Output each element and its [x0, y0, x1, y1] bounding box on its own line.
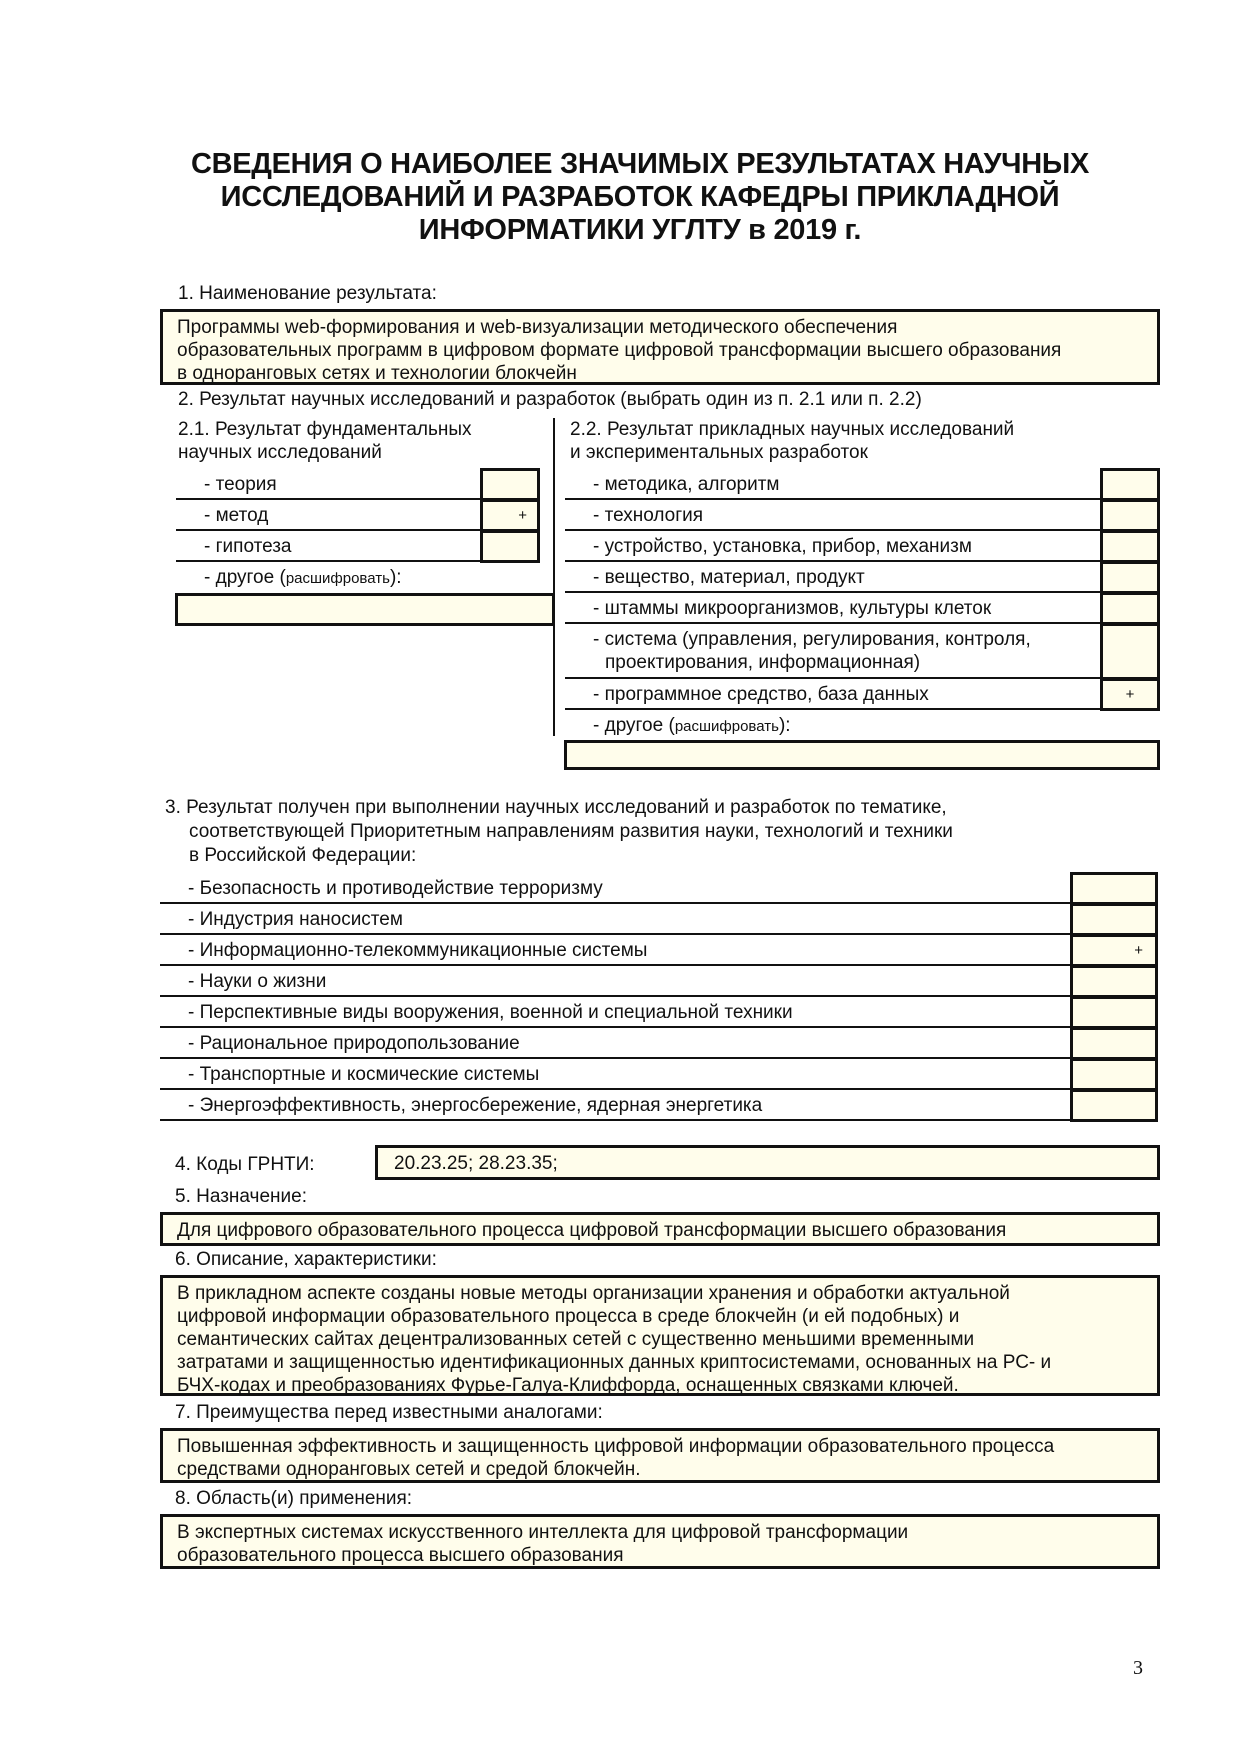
application-areas-line: В экспертных системах искусственного интеллекта для цифровой трансформации — [177, 1522, 909, 1543]
section3-label-line: в Российской Федерации: — [189, 845, 417, 866]
result-name-line: в одноранговых сетях и технологии блокчейн — [177, 363, 577, 384]
purpose-field[interactable]: Для цифрового образовательного процесса цифровой трансформации высшего образования — [160, 1212, 1160, 1246]
priority-checkbox-energy[interactable] — [1070, 1089, 1158, 1122]
priority-item-weapons — [160, 997, 1072, 1028]
applied-option-method-algorithm — [565, 469, 1102, 500]
priority-label: - Перспективные виды вооружения, военной и специальной техники — [188, 1002, 793, 1023]
fundamental-heading — [178, 418, 472, 464]
section7-label: 7. Преимущества перед известными аналогами: — [175, 1402, 603, 1423]
option-label-continued: проектирования, информационная) — [605, 652, 921, 673]
fundamental-option-method — [176, 500, 483, 531]
priority-label: - Энергоэффективность, энергосбережение, ядерная энергетика — [188, 1095, 763, 1116]
option-label: - программное средство, база данных — [593, 684, 929, 705]
document-title — [160, 148, 1120, 247]
priority-directions-list — [160, 873, 1072, 1121]
advantages-field[interactable] — [160, 1428, 1160, 1483]
description-line: семантических сайтах децентрализованных сетей с существенно меньшими временными — [177, 1329, 975, 1350]
option-label: - вещество, материал, продукт — [593, 567, 865, 588]
applied-checkbox-system[interactable] — [1100, 623, 1160, 680]
section5-label: 5. Назначение: — [175, 1186, 307, 1207]
applied-checkbox-method-algorithm[interactable] — [1100, 468, 1160, 501]
option-label: - технология — [593, 505, 704, 526]
fundamental-checkbox-method[interactable]: + — [480, 499, 540, 532]
priority-checkbox-ict[interactable]: + — [1070, 934, 1158, 967]
priority-label: - Транспортные и космические системы — [188, 1064, 540, 1085]
other-label-suffix: ): — [778, 715, 791, 736]
applied-other-label — [593, 715, 791, 738]
section6-label: 6. Описание, характеристики: — [175, 1249, 437, 1270]
result-name-line: Программы web-формирования и web-визуализации методического обеспечения — [177, 317, 898, 338]
applied-other-field[interactable] — [564, 740, 1160, 770]
page-number: 3 — [1133, 1657, 1143, 1679]
option-label: - теория — [204, 474, 277, 495]
option-label: - гипотеза — [204, 536, 292, 557]
applied-checkbox-technology[interactable] — [1100, 499, 1160, 532]
priority-checkbox-weapons[interactable] — [1070, 996, 1158, 1029]
applied-option-substance — [565, 562, 1102, 593]
grnti-codes-field[interactable]: 20.23.25; 28.23.35; — [375, 1145, 1160, 1180]
fundamental-heading-line: научных исследований — [178, 442, 382, 463]
priority-item-nature-management — [160, 1028, 1072, 1059]
priority-checkbox-transport-space[interactable] — [1070, 1058, 1158, 1091]
applied-option-technology — [565, 500, 1102, 531]
description-line: БЧХ-кодах и преобразованиях Фурье-Галуа-Клиффорда, оснащенных связками ключей. — [177, 1375, 959, 1396]
option-label: - устройство, установка, прибор, механизм — [593, 536, 972, 557]
title-line-3: ИНФОРМАТИКИ УГЛТУ в 2019 г. — [418, 214, 862, 246]
applied-heading — [570, 418, 1014, 464]
description-line: затратами и защищенностью идентификационных данных криптосистемами, основанных на РС- и — [177, 1352, 1052, 1373]
option-label: - методика, алгоритм — [593, 474, 780, 495]
title-line-1: СВЕДЕНИЯ О НАИБОЛЕЕ ЗНАЧИМЫХ РЕЗУЛЬТАТАХ НАУЧНЫХ — [190, 148, 1090, 180]
other-label-text: - другое ( — [593, 715, 675, 736]
section3-label-line: соответствующей Приоритетным направлениям развития науки, технологий и техники — [189, 821, 953, 842]
fundamental-option-theory — [176, 469, 483, 500]
applied-option-software — [565, 679, 1102, 710]
description-field[interactable] — [160, 1275, 1160, 1396]
priority-checkbox-column — [1070, 872, 1158, 1122]
result-name-field[interactable] — [160, 309, 1160, 385]
title-line-2: ИССЛЕДОВАНИЙ И РАЗРАБОТОК КАФЕДРЫ ПРИКЛАДНОЙ — [220, 181, 1060, 213]
other-label-hint: расшифровать — [674, 718, 779, 735]
applied-heading-line: 2.2. Результат прикладных научных исследований — [570, 419, 1015, 440]
fundamental-heading-line: 2.1. Результат фундаментальных — [178, 419, 472, 440]
fundamental-checkbox-hypothesis[interactable] — [480, 530, 540, 563]
application-areas-line: образовательного процесса высшего образования — [177, 1545, 624, 1566]
application-areas-field[interactable] — [160, 1514, 1160, 1569]
fundamental-option-hypothesis — [176, 531, 483, 562]
applied-option-device — [565, 531, 1102, 562]
priority-item-ict — [160, 935, 1072, 966]
priority-label: - Безопасность и противодействие терроризму — [188, 878, 603, 899]
priority-item-security — [160, 873, 1072, 904]
priority-checkbox-nanosystems[interactable] — [1070, 903, 1158, 936]
priority-checkbox-security[interactable] — [1070, 872, 1158, 905]
applied-heading-line: и экспериментальных разработок — [570, 442, 868, 463]
fundamental-other-field[interactable] — [175, 593, 555, 626]
description-line: цифровой информации образовательного процесса в среде блокчейн (и ей подобных) и — [177, 1306, 960, 1327]
option-label: - метод — [204, 505, 269, 526]
priority-label: - Информационно-телекоммуникационные системы — [188, 940, 648, 961]
applied-checkbox-device[interactable] — [1100, 530, 1160, 563]
section2-label: 2. Результат научных исследований и разработок (выбрать один из п. 2.1 или п. 2.2) — [178, 389, 922, 410]
section3-label — [165, 796, 953, 868]
priority-item-transport-space — [160, 1059, 1072, 1090]
priority-label: - Рациональное природопользование — [188, 1033, 520, 1054]
fundamental-other-label — [204, 567, 402, 590]
fundamental-checkbox-theory[interactable] — [480, 468, 540, 501]
section1-label: 1. Наименование результата: — [178, 283, 437, 304]
section8-label: 8. Область(и) применения: — [175, 1488, 413, 1509]
priority-item-energy — [160, 1090, 1072, 1121]
applied-checkbox-substance[interactable] — [1100, 561, 1160, 594]
applied-checkbox-strains[interactable] — [1100, 592, 1160, 625]
advantages-line: Повышенная эффективность и защищенность цифровой информации образовательного процесса — [177, 1436, 1055, 1457]
priority-checkbox-life-sciences[interactable] — [1070, 965, 1158, 998]
advantages-line: средствами одноранговых сетей и средой блокчейн. — [177, 1459, 641, 1480]
section3-label-line: 3. Результат получен при выполнении научных исследований и разработок по тематике, — [165, 797, 947, 818]
option-label: - система (управления, регулирования, контроля, — [593, 629, 1031, 650]
option-label: - штаммы микроорганизмов, культуры клеток — [593, 598, 992, 619]
result-name-line: образовательных программ в цифровом формате цифровой трансформации высшего образования — [177, 340, 1062, 361]
other-label-text: - другое ( — [204, 567, 286, 588]
applied-option-system — [565, 624, 1102, 679]
priority-label: - Науки о жизни — [188, 971, 327, 992]
priority-item-life-sciences — [160, 966, 1072, 997]
other-label-suffix: ): — [389, 567, 402, 588]
other-label-hint: расшифровать — [285, 570, 390, 587]
applied-option-strains — [565, 593, 1102, 624]
column-divider — [553, 418, 555, 736]
applied-checkbox-software[interactable]: + — [1100, 678, 1160, 711]
priority-label: - Индустрия наносистем — [188, 909, 403, 930]
priority-checkbox-nature-management[interactable] — [1070, 1027, 1158, 1060]
section4-label: 4. Коды ГРНТИ: — [175, 1154, 315, 1175]
priority-item-nanosystems — [160, 904, 1072, 935]
description-line: В прикладном аспекте созданы новые методы организации хранения и обработки актуальной — [177, 1283, 1010, 1304]
